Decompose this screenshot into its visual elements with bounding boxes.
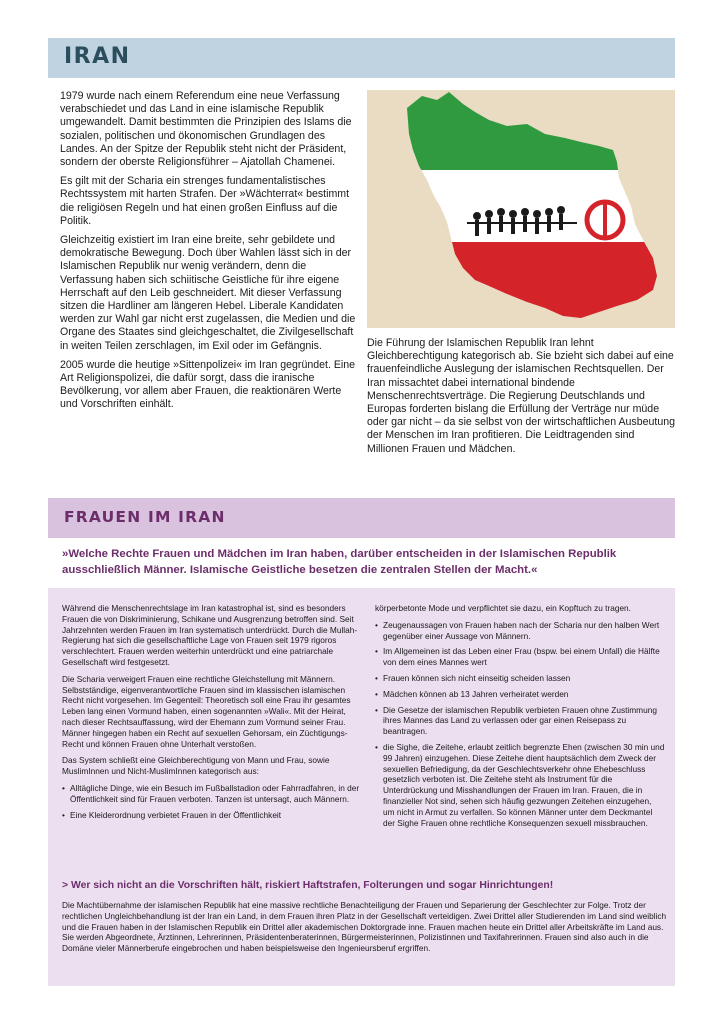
frauen-right-bullets — [375, 620, 665, 829]
frauen-section-header — [48, 498, 675, 538]
bullet-item: • Alltägliche Dinge, wie ein Besuch im Fußballstadion oder Fahrradfahren, in der Öffentlichkeit sind für Frauen verboten. Tanzen ist untersagt, auch Männern. — [62, 783, 362, 805]
iran-text-column — [60, 90, 358, 418]
frauen-paragraph: Während die Menschenrechtslage im Iran katastrophal ist, sind es besonders Frauen die von Diskriminierung, Schikane und Ausgrenzung betroffen sind. Seit Jahrzehnten werden Frauen im Iran systematisch unterdrückt. Durch die Mullah- Regierung hat sich die gesellschaftliche Lage von Frauen seit 1979 rigoros verschlechtert. Frauen werden weiterhin unterdrückt und eine patriarchale Gesellschaft wird festgesetzt. — [62, 603, 358, 667]
iran-section-title: IRAN — [64, 44, 131, 69]
bullet-item: • Eine Kleiderordnung verbietet Frauen in der Öffentlichkeit — [62, 810, 362, 821]
frauen-paragraph: Das System schließt eine Gleichberechtigung von Mann und Frau, sowie MuslimInnen und Nicht-MuslimInnen kategorisch aus: — [62, 755, 330, 777]
bullet-item: • Im Allgemeinen ist das Leben einer Frau (bspw. bei einem Unfall) die Hälfte von dem eines Mannes wert — [375, 646, 665, 668]
bullet-item: • Frauen können sich nicht einseitig scheiden lassen — [375, 673, 665, 684]
frauen-bottom-paragraph: Die Machtübernahme der islamischen Republik hat eine massive rechtliche Benachteiligung der Frauen und Separierung der Geschlechter zur Folge. Trotz der rechtlichen Ungleichbehandlung ist der Iran ein Land, in dem Frauen ihren Platz in der Gesellschaft verteidigen. Zwei Drittel aller Studierenden im Land sind weiblich und die Frauen haben in der Islamischen Republik ein Drittel aller akademischen Doktorgrade inne. Frauen machen heute ein Drittel aller Arbeitskräfte im Land aus. Sie werden Abgeordnete, Ärztinnen, Lehrerinnen, Präsidentenberaterinnen, Bürgermeisterinnen, Polizistinnen und Taxifahrerinnen. Frauen sind also auch in die Domäne vieler Männerberufe eingebrochen und haben beispielsweise den Ingenieursberuf ergriffen. — [62, 900, 667, 954]
frauen-paragraph: Die Scharia verweigert Frauen eine rechtliche Gleichstellung mit Männern. Selbstständige, eigenverantwortliche Frauen sind im klassischen islamischen Recht nicht vorgesehen. Im Gegenteil: Theoretisch soll eine Frau ihr gesamtes Leben lang einen Vormund haben, einen sogenannten »Wali«. Mit der Heirat, nach dieser Rechtsauffassung, wird der Ehemann zum Vormund seiner Frau. Männer hingegen haben ein Recht auf sexuellen Gehorsam, ein Züchtigungs- Recht und können Frauen ohne Unterhalt verstoßen. — [62, 673, 351, 749]
flag-red-stripe — [367, 242, 675, 328]
iran-map-illustration — [367, 90, 675, 328]
iran-paragraph: Es gilt mit der Scharia ein strenges fundamentalistisches Rechtssystem mit harten Strafen. Der »Wächterrat« bestimmt die religiösen Regeln und hat einen großen Einfluss auf die Politik. — [60, 175, 350, 227]
frauen-quote: »Welche Rechte Frauen und Mädchen im Iran haben, darüber entscheiden in der Islamischen Republik ausschließlich Männer. Islamische Geistliche besetzen die zentralen Stellen der Macht.« — [62, 548, 617, 576]
frauen-right-column — [375, 603, 665, 833]
frauen-continuation: körperbetonte Mode und verpflichtet sie dazu, ein Kopftuch zu tragen. — [375, 603, 631, 613]
iran-right-paragraph: Die Führung der Islamischen Republik Iran lehnt Gleichberechtigung kategorisch ab. Sie bzieht sich dabei auf eine frauenfeindliche Auslegung der islamischen Rechtsquellen. Der Iran missachtet dabei international bindende Menschenrechtsverträge. Die Regierung Deutschlands und Europas forderten bislang die Erfüllung der Verträge nur müde oder gar nicht – da sie selbst von der wirtschaftlichen Ausbeutung der Menschen im Iran profitieren. Die Leidtragenden sind Millionen Frauen und Mädchen. — [367, 337, 675, 455]
frauen-section-title: FRAUEN IM IRAN — [64, 508, 226, 526]
iran-flag-map-image — [367, 90, 675, 328]
flag-white-stripe — [367, 170, 675, 242]
flag-green-stripe — [367, 90, 675, 170]
frauen-left-bullets — [62, 783, 362, 820]
bullet-item: • Mädchen können ab 13 Jahren verheiratet werden — [375, 689, 665, 700]
bullet-item: • Die Gesetze der islamischen Republik verbieten Frauen ohne Zustimmung ihres Mannes das Land zu verlassen oder gar einen Reisepass zu beantragen. — [375, 705, 665, 737]
iran-section-header — [48, 38, 675, 78]
bullet-item: • Zeugenaussagen von Frauen haben nach der Scharia nur den halben Wert gegenüber einer Aussage von Männern. — [375, 620, 665, 642]
iran-paragraph: 2005 wurde die heutige »Sittenpolizei« im Iran gegründet. Eine Art Religionspolizei, die dafür sorgt, dass die iranische Bevölkerung, vor allem aber Frauen, die reaktionären Werte und Vorschriften einhält. — [60, 358, 356, 411]
warning-statement: > Wer sich nicht an die Vorschriften hält, riskiert Haftstrafen, Folterungen und sogar Hinrichtungen! — [62, 880, 554, 891]
iran-paragraph: Gleichzeitig existiert im Iran eine breite, sehr gebildete und demokratische Bewegung. Doch über Wahlen lässt sich in der Islamischen Republik nur wenig verändern, denn die Verfassung haben sich schiitische Geistliche für ihre eigene Herrschaft auf den Leib geschneidert. Mit dieser Verfassung sitzen die Hardliner am längeren Hebel. Liberale Kandidaten werden zur Wahl gar nicht erst zugelassen, die Medien und die Organe des Staates sind gleichgeschaltet, die Zivilgesellschaft in weiten Teilen zerschlagen, im Exil oder im Gefängnis. — [60, 234, 356, 352]
bullet-item: • die Sighe, die Zeitehe, erlaubt zeitlich begrenzte Ehen (zwischen 30 min und 99 Jahren) einzugehen. Diese Zeitehe dient hauptsächlich dem Zweck der sexuellen Befriedigung, da der Geschlechtsverkehr ohne Ehebeschluss gesetzlich verboten ist. Die Zeitehe steht als Instrument für die Unterdrückung und Misshandlungen der Frauen im Iran. Frauen, die in finanzieller Not sind, sehen sich häufig gezwungen Zeitehen einzugehen, um nicht in Armut zu verfallen. So können Männer unter dem Deckmantel der Sighe Frauen ohne rechtliche Konsequenzen sexuell missbrauchen. — [375, 742, 665, 828]
frauen-left-column — [62, 603, 362, 825]
iran-paragraph: 1979 wurde nach einem Referendum eine neue Verfassung verabschiedet und das Land in eine islamische Republik umgewandelt. Damit bestimmten die Prinzipien des Islams die sozialen, politischen und ökonomischen Grundlagen des Landes. An der Spitze der Republik steht nicht der Präsident, sondern der oberste Religionsführer – Ajatollah Chamenei. — [60, 90, 352, 169]
